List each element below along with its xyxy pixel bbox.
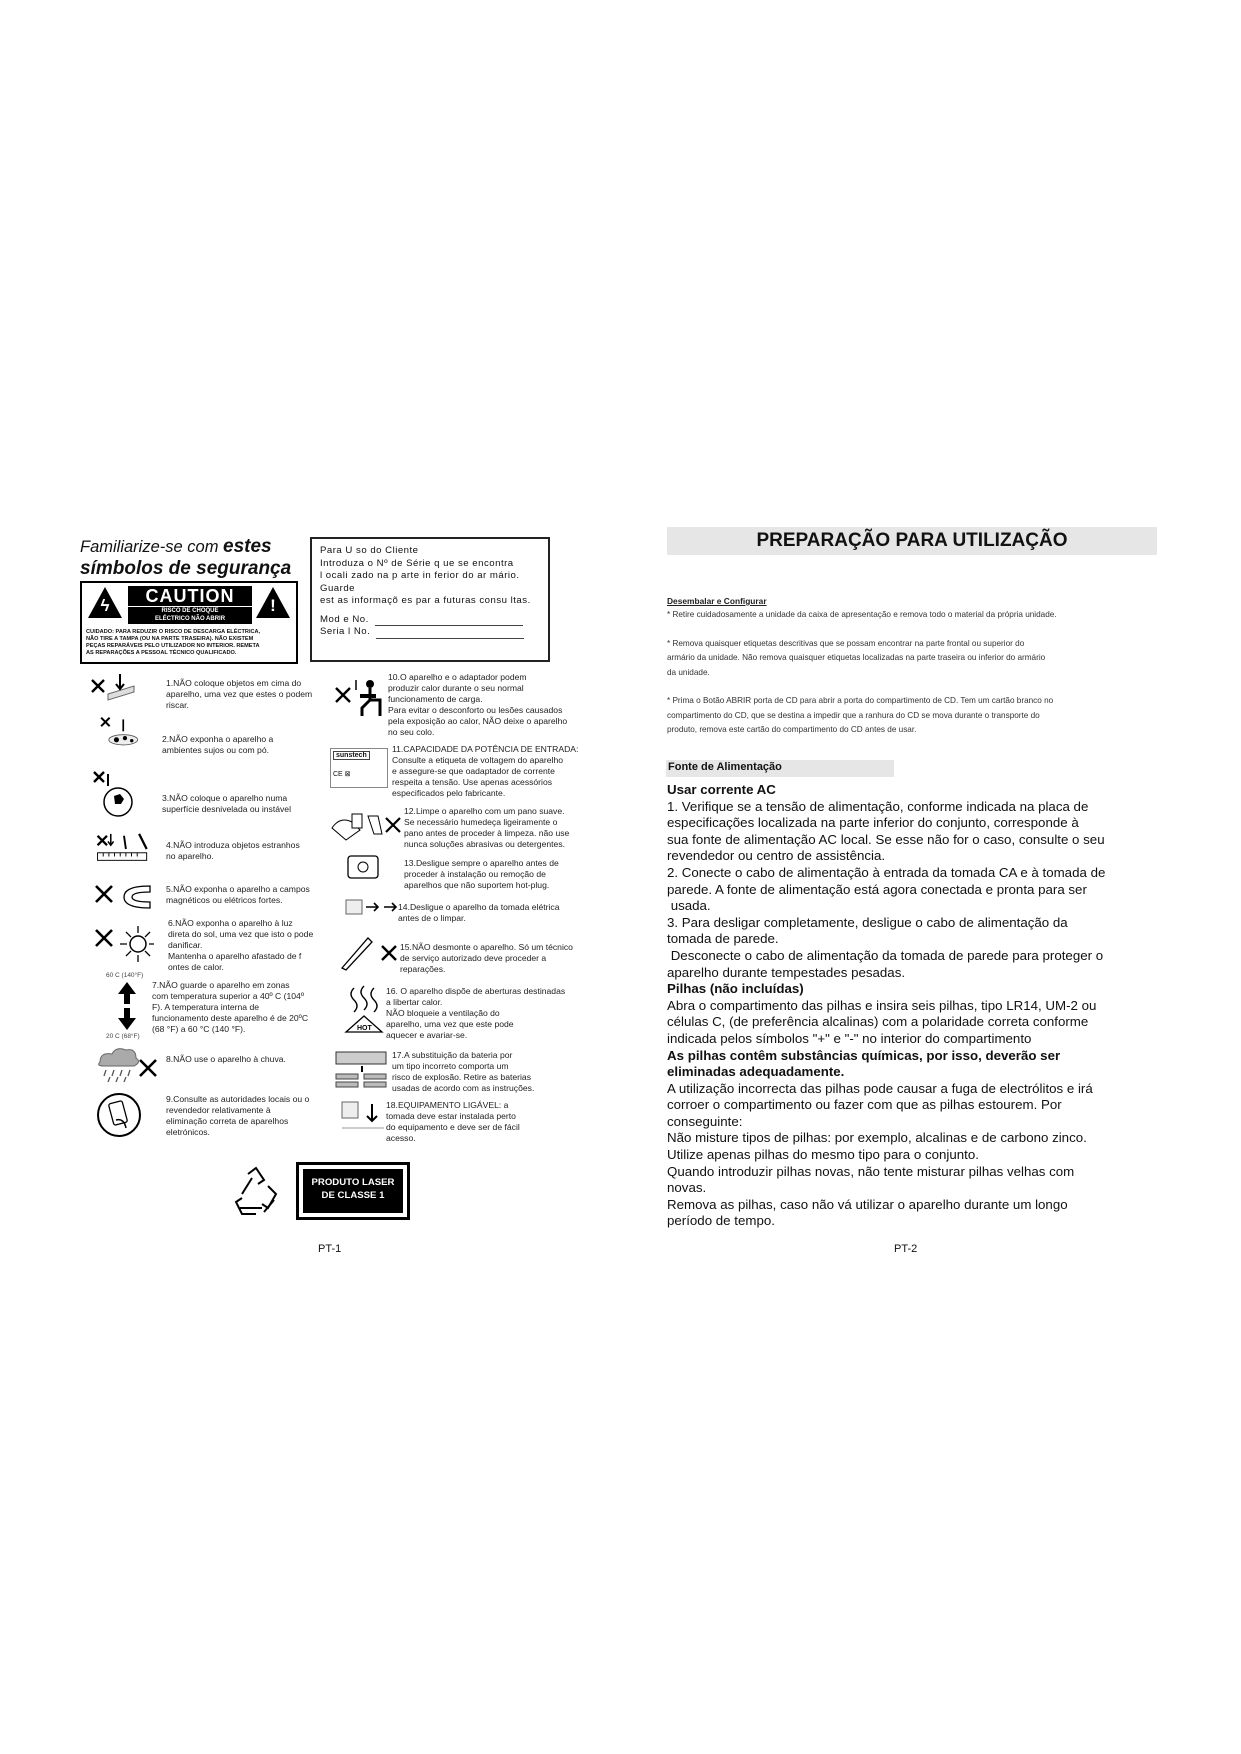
rating-label-icon: sunstech CE ⊠	[330, 748, 388, 788]
no-foreign-objects-icon	[94, 832, 154, 871]
socket-outlet-icon	[340, 1100, 386, 1139]
battery-warning: As pilhas contêm substâncias químicas, por isso, deverão ser	[667, 1047, 1061, 1063]
lightning-warning-icon: ϟ	[88, 587, 122, 618]
serial-number-field[interactable]	[376, 629, 524, 639]
caution-subtitle: RISCO DE CHOQUE ELÉCTRICO NÃO ABRIR	[128, 607, 252, 624]
hot-ventilation-icon	[344, 984, 384, 1039]
battery-replacement-icon	[334, 1050, 390, 1095]
symbol-16-text: 16. O aparelho dispõe de aberturas destinadas a libertar calor. NÃO bloqueie a ventilação do aparelho, uma vez que este pode aquecer e avariar-se.	[386, 986, 566, 1040]
symbol-6-text: 6.NÃO exponha o aparelho à luz direta do sol, uma vez que isto o pode danificar. Mantenha o aparelho afastado de f ontes de calor.	[168, 918, 314, 972]
caution-label	[80, 581, 298, 664]
unplug-icon	[344, 896, 400, 923]
power-off-device-icon	[346, 852, 382, 887]
cleaning-cloth-icon	[330, 808, 402, 849]
safety-symbols-title: Familiarize-se com estes símbolos de segurança	[80, 536, 292, 579]
serial-number-label: Seria l No.	[320, 626, 371, 637]
unpack-heading: Desembalar e Configurar	[667, 596, 767, 606]
caution-warning-text: CUIDADO: PARA REDUZIR O RISCO DE DESCARGA ELÉCTRICA, NÃO TIRE A TAMPA (OU NA PARTE TRASEIRA). NÃO EXISTEM PEÇAS REPARÁVEIS PELO UTILIZADOR NO INTERIOR. REMETA AS REPARAÇÕES A PESSOAL TÉCNICO QUALIFICADO.	[86, 629, 261, 656]
power-instructions: Usar corrente AC 1. Verifique se a tensão de alimentação, conforme indicada na placa de especificações localizada na parte inferior do conjunto, corresponde à sua fonte de alimentação AC local. Se esse não for o caso, consulte o seu revendedor ou centro de assistência. 2. Conecte o cabo de alimentação à entrada da tomada CA e à tomada de parede. A fonte de alimentação está agora conectada e pronta para ser usada. 3. Para desligar completamente, desligue o cabo de alimentação da tomada de parede. Desconecte o cabo de alimentação da tomada de parede para proteger o aparelho durante tempestades pesadas. Pilhas (não incluídas) Abra o compartimento das pilhas e insira seis pilhas, tipo LR14, UM-2 ou células C, (de preferência alcalinas) com a polaridade correta conforme indicada pelos símbolos "+" e "-" no interior do compartimento As pilhas contêm substâncias químicas, por isso, deverão ser eliminadas adequadamente. A utilização incorrecta das pilhas pode causar a fuga de electrólitos e irá corroer o compartimento ou fazer com que as pilhas estourem. Por conseguinte: Não misture tipos de pilhas: por exemplo, alcalinas e de carbono zinco. Utilize apenas pilhas do mesmo tipo para o conjunto. Quando introduzir pilhas novas, não tente misturar pilhas velhas com novas. Remova as pilhas, caso não vá utilizar o aparelho durante um longo período de tempo.	[667, 782, 1137, 1230]
symbol-15-text: 15.NÃO desmonte o aparelho. Só um técnico de serviço autorizado deve proceder a reparações.	[400, 942, 573, 974]
no-sunlight-icon	[94, 924, 154, 969]
caution-word: CAUTION	[128, 586, 252, 606]
symbol-5-text: 5.NÃO exponha o aparelho a campos magnéticos ou elétricos fortes.	[166, 884, 310, 905]
no-rain-icon	[94, 1044, 160, 1089]
power-heading: Fonte de Alimentação	[668, 761, 782, 773]
model-number-field[interactable]	[375, 616, 523, 626]
hot-label: HOT	[357, 1025, 372, 1032]
exclamation-warning-icon: !	[256, 587, 290, 618]
page-number-left: PT-1	[318, 1243, 342, 1255]
symbol-11-text: 11.CAPACIDADE DA POTÊNCIA DE ENTRADA: Consulte a etiqueta de voltagem do aparelho e assegure-se que oadaptador de corrente respeita a tensão. Use apenas acessórios especificados pelo fabricante.	[392, 744, 579, 798]
symbol-4-text: 4.NÃO introduza objetos estranhos no aparelho.	[166, 840, 300, 861]
page-title: PREPARAÇÃO PARA UTILIZAÇÃO	[756, 530, 1068, 551]
customer-record-box: Para U so do Cliente Introduza o Nº de Série q ue se encontra l ocali zado na p arte in ferior do ar mário. Guarde est as informaçõ es par a futuras consu ltas. Mod e No. Seria l No.	[310, 537, 550, 662]
page-number-right: PT-2	[894, 1243, 918, 1255]
temp-high-label: 60 C (140°F)	[106, 972, 144, 979]
symbol-17-text: 17.A substituição da bateria por um tipo incorreto comporta um risco de explosão. Retire as baterias usadas de acordo com as instruções.	[392, 1050, 535, 1093]
no-magnetic-field-icon	[94, 880, 154, 919]
recycling-authority-icon	[96, 1090, 142, 1145]
symbol-12-text: 12.Limpe o aparelho com um pano suave. Se necessário humedeça ligeiramente o pano antes de proceder à limpeza. não use nunca soluções abrasivas ou detergentes.	[404, 806, 570, 849]
heat-lap-icon	[334, 678, 384, 723]
recycle-icon	[228, 1164, 284, 1220]
symbol-14-text: 14.Desligue o aparelho da tomada elétrica antes de o limpar.	[398, 902, 560, 923]
model-number-label: Mod e No.	[320, 613, 369, 625]
symbol-13-text: 13.Desligue sempre o aparelho antes de proceder à instalação ou remoção de aparelhos que não suportem hot-plug.	[404, 858, 559, 890]
symbol-7-text: 7.NÃO guarde o aparelho em zonas com temperatura superior a 40º C (104º F). A temperatura interna de funcionamento deste aparelho é de 20ºC (68 °F) a 60 °C (140 °F).	[152, 980, 309, 1034]
symbol-3-text: 3.NÃO coloque o aparelho numa superfície desnivelada ou instável	[162, 793, 291, 814]
symbol-1-text: 1.NÃO coloque objetos em cima do aparelho, uma vez que estes o podem riscar.	[166, 678, 313, 710]
no-dust-icon	[96, 716, 142, 755]
unpack-instructions: * Retire cuidadosamente a unidade da caixa de apresentação e remova todo o material da própria unidade. * Remova quaisquer etiquetas descritivas que se possam encontrar na parte frontal ou superior do armário da unidade. Não remova quaisquer etiquetas localizadas na parte traseira ou inferior do armário da unidade. * Prima o Botão ABRIR porta de CD para abrir a porta do compartimento de CD. Tem um cartão branco no compartimento do CD, que se destina a impedir que a ranhura do CD se mova durante o transporte do produto, remova este cartão do compartimento do CD antes de usar.	[667, 610, 1057, 734]
no-uneven-surface-icon	[92, 770, 138, 823]
symbol-2-text: 2.NÃO exponha o aparelho a ambientes sujos ou com pó.	[162, 734, 274, 755]
no-disassemble-icon	[338, 932, 400, 977]
battery-heading: Pilhas (não incluídas)	[667, 981, 804, 997]
symbol-18-text: 18.EQUIPAMENTO LIGÁVEL: a tomada deve estar instalada perto do equipamento e deve ser de fácil acesso.	[386, 1100, 520, 1143]
laser-product-label: PRODUTO LASER DE CLASSE 1	[296, 1162, 410, 1220]
no-objects-on-top-icon	[90, 672, 136, 711]
ac-heading: Usar corrente AC	[667, 782, 776, 797]
symbol-9-text: 9.Consulte as autoridades locais ou o revendedor relativamente à eliminação correta de aparelhos eletrónicos.	[166, 1094, 310, 1137]
symbol-8-text: 8.NÃO use o aparelho à chuva.	[166, 1054, 286, 1064]
temp-low-label: 20 C (68°F)	[106, 1033, 140, 1040]
temperature-range-icon	[114, 980, 140, 1037]
symbol-10-text: 10.O aparelho e o adaptador podem produzir calor durante o seu normal funcionamento de carga. Para evitar o desconforto ou lesões causados pela exposição ao calor, NÃO deixe o aparelho no seu colo.	[388, 672, 568, 737]
